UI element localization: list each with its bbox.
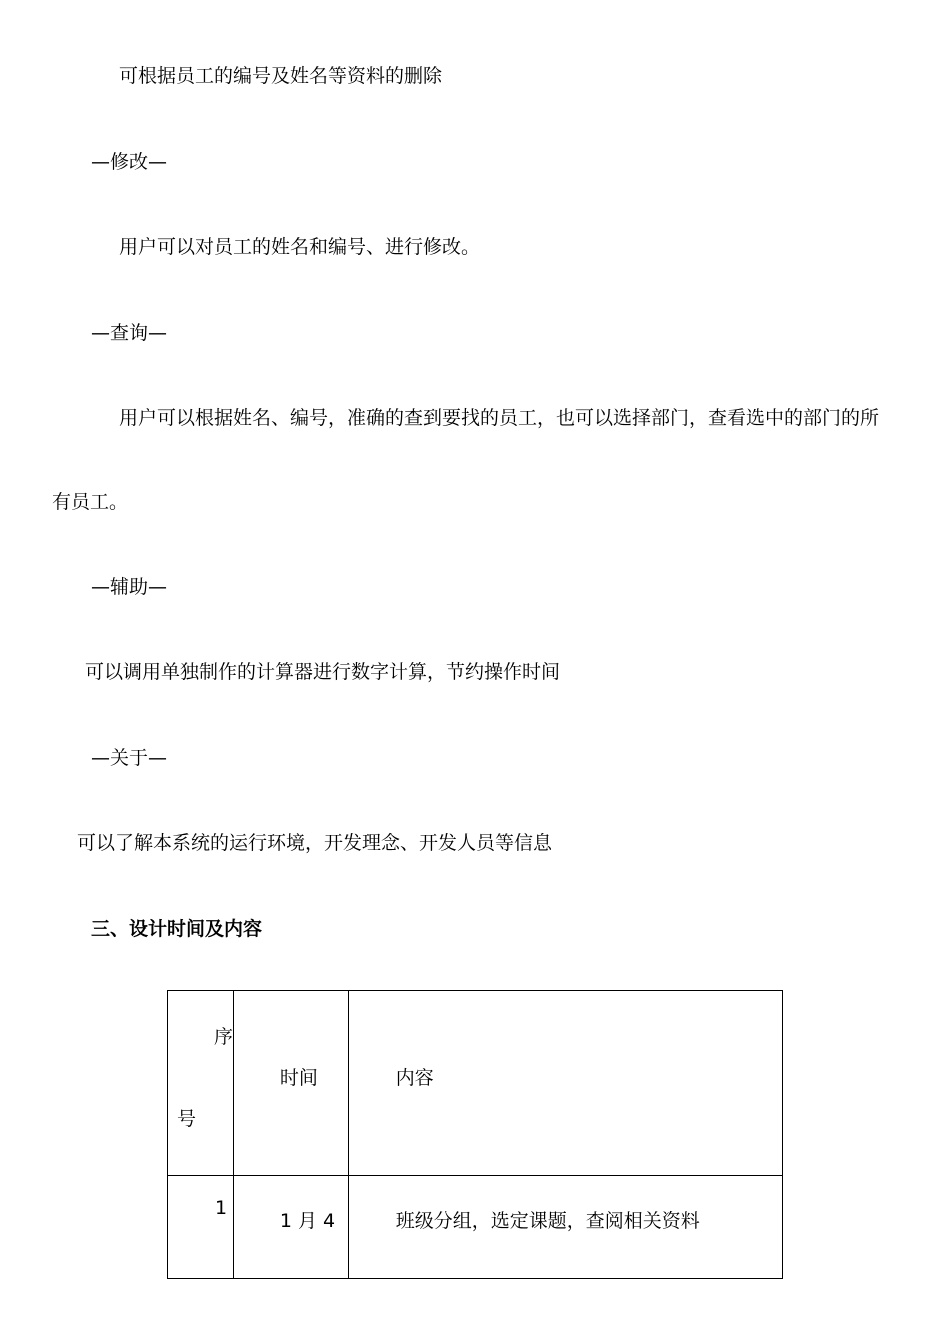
- aux-heading: —辅助—: [91, 576, 168, 598]
- row-content: 班级分组，选定课题，查阅相关资料: [395, 1210, 700, 1232]
- query-heading: —查询—: [91, 322, 168, 344]
- modify-heading: —修改—: [91, 151, 168, 173]
- header-seq-part2: 号: [177, 1108, 197, 1130]
- query-description-line1: 用户可以根据姓名、编号，准确的查到要找的员工，也可以选择部门，查看选中的部门的所: [119, 407, 880, 429]
- modify-description: 用户可以对员工的姓名和编号、进行修改。: [119, 236, 481, 258]
- aux-description: 可以调用单独制作的计算器进行数字计算，节约操作时间: [85, 661, 561, 683]
- about-heading: —关于—: [91, 747, 168, 769]
- schedule-table: [167, 990, 783, 1279]
- header-content: 内容: [395, 1067, 434, 1089]
- table-row: [168, 1176, 783, 1279]
- row-seq-cell: [168, 1176, 234, 1279]
- query-description-line2: 有员工。: [52, 491, 129, 513]
- header-time: 时间: [279, 1067, 318, 1089]
- section-title: 三、设计时间及内容: [91, 918, 263, 940]
- row-time: 1 月 4: [279, 1210, 336, 1232]
- header-seq-part1: 序: [214, 1026, 234, 1048]
- delete-description: 可根据员工的编号及姓名等资料的删除: [119, 65, 443, 87]
- row-seq: 1: [215, 1197, 228, 1219]
- about-description: 可以了解本系统的运行环境，开发理念、开发人员等信息: [77, 832, 553, 854]
- header-seq-cell: [168, 991, 234, 1176]
- row-time-cell: [233, 1176, 348, 1279]
- header-content-cell: [348, 991, 782, 1176]
- header-time-cell: [233, 991, 348, 1176]
- row-content-cell: [348, 1176, 782, 1279]
- table-header-row: [168, 991, 783, 1176]
